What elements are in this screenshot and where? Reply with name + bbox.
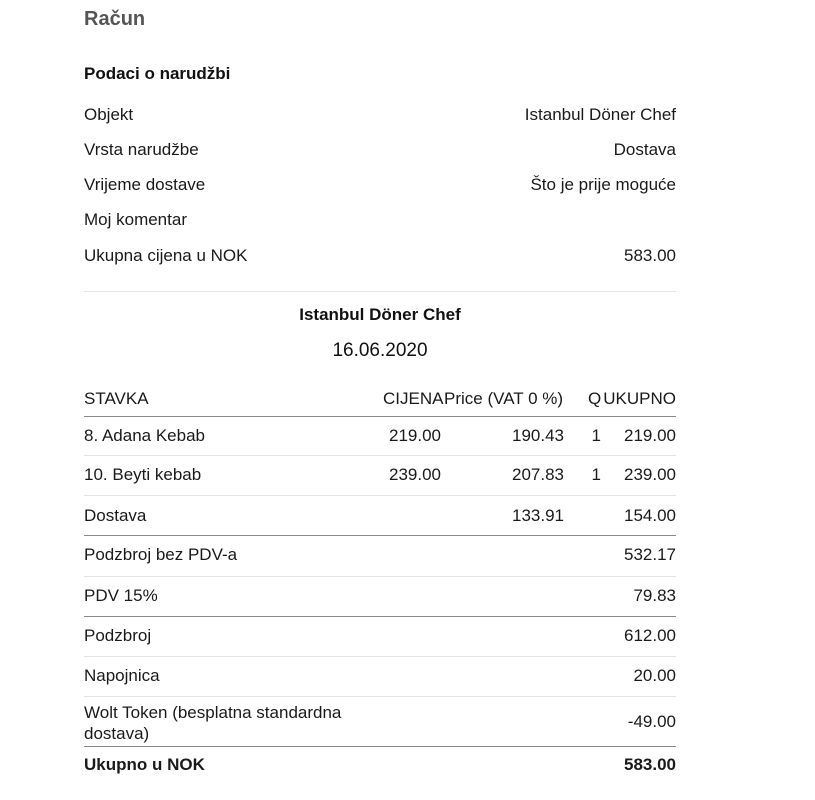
summary-value: 20.00 (633, 666, 676, 685)
info-value: Dostava (613, 140, 676, 159)
info-label: Ukupna cijena u NOK (84, 246, 248, 265)
item-name: Dostava (84, 506, 147, 525)
summary-value: 79.83 (633, 586, 676, 605)
header-price: CIJENA (383, 389, 444, 408)
info-value: Što je prije moguće (530, 175, 676, 194)
summary-label: Wolt Token (besplatna standardna dostava) (84, 703, 342, 743)
row-divider (84, 576, 676, 577)
summary-value: -49.00 (627, 712, 676, 731)
item-price: 219.00 (389, 426, 441, 445)
summary-value: 612.00 (624, 626, 676, 645)
info-row-order-type (84, 139, 676, 161)
item-net-price: 133.91 (512, 506, 564, 525)
table-header (84, 389, 676, 411)
item-total: 219.00 (624, 426, 676, 445)
items-divider (84, 535, 676, 536)
item-net-price: 190.43 (512, 426, 564, 445)
info-value: 583.00 (624, 246, 676, 265)
summary-label: PDV 15% (84, 586, 158, 605)
page-title: Račun (84, 8, 146, 30)
info-row-total-price (84, 245, 676, 267)
info-row-delivery-time (84, 174, 676, 196)
item-name: 10. Beyti kebab (84, 465, 202, 484)
summary-row (84, 545, 676, 567)
summary-value: 532.17 (624, 545, 676, 564)
row-divider (84, 455, 676, 456)
info-value: Istanbul Döner Chef (524, 105, 676, 124)
order-details-title: Podaci o narudžbi (84, 64, 231, 83)
summary-label: Podzbroj (84, 626, 152, 645)
header-divider (84, 416, 676, 417)
header-item: STAVKA (84, 389, 149, 408)
grand-total-value: 583.00 (624, 755, 676, 774)
grand-total-label: Ukupno u NOK (84, 755, 205, 774)
info-label: Moj komentar (84, 210, 187, 229)
row-divider (84, 696, 676, 697)
info-row-venue (84, 104, 676, 126)
header-qty: Q (588, 389, 602, 408)
summary-row (84, 626, 676, 648)
summary-row (84, 586, 676, 608)
info-label: Objekt (84, 105, 134, 124)
summary-label: Napojnica (84, 666, 160, 685)
table-row (84, 465, 676, 487)
item-qty: 1 (591, 465, 601, 484)
section-divider (84, 291, 676, 292)
receipt-date: 16.06.2020 (332, 340, 428, 361)
table-row (84, 506, 676, 528)
item-net-price: 207.83 (512, 465, 564, 484)
item-qty: 1 (591, 426, 601, 445)
item-price: 239.00 (389, 465, 441, 484)
table-row (84, 426, 676, 448)
info-label: Vrsta narudžbe (84, 140, 199, 159)
info-label: Vrijeme dostave (84, 175, 206, 194)
receipt-venue-name: Istanbul Döner Chef (299, 305, 461, 324)
summary-row (84, 666, 676, 688)
row-divider (84, 495, 676, 496)
header-total: UKUPNO (603, 389, 676, 408)
row-divider (84, 656, 676, 657)
summary-row (84, 702, 676, 744)
header-net-price: Price (VAT 0 %) (444, 389, 564, 408)
item-name: 8. Adana Kebab (84, 426, 206, 445)
tax-divider (84, 616, 676, 617)
info-row-comment (84, 209, 676, 231)
summary-label: Podzbroj bez PDV-a (84, 545, 238, 564)
item-total: 154.00 (624, 506, 676, 525)
grand-total-row (84, 755, 676, 777)
total-divider (84, 746, 676, 747)
item-total: 239.00 (624, 465, 676, 484)
